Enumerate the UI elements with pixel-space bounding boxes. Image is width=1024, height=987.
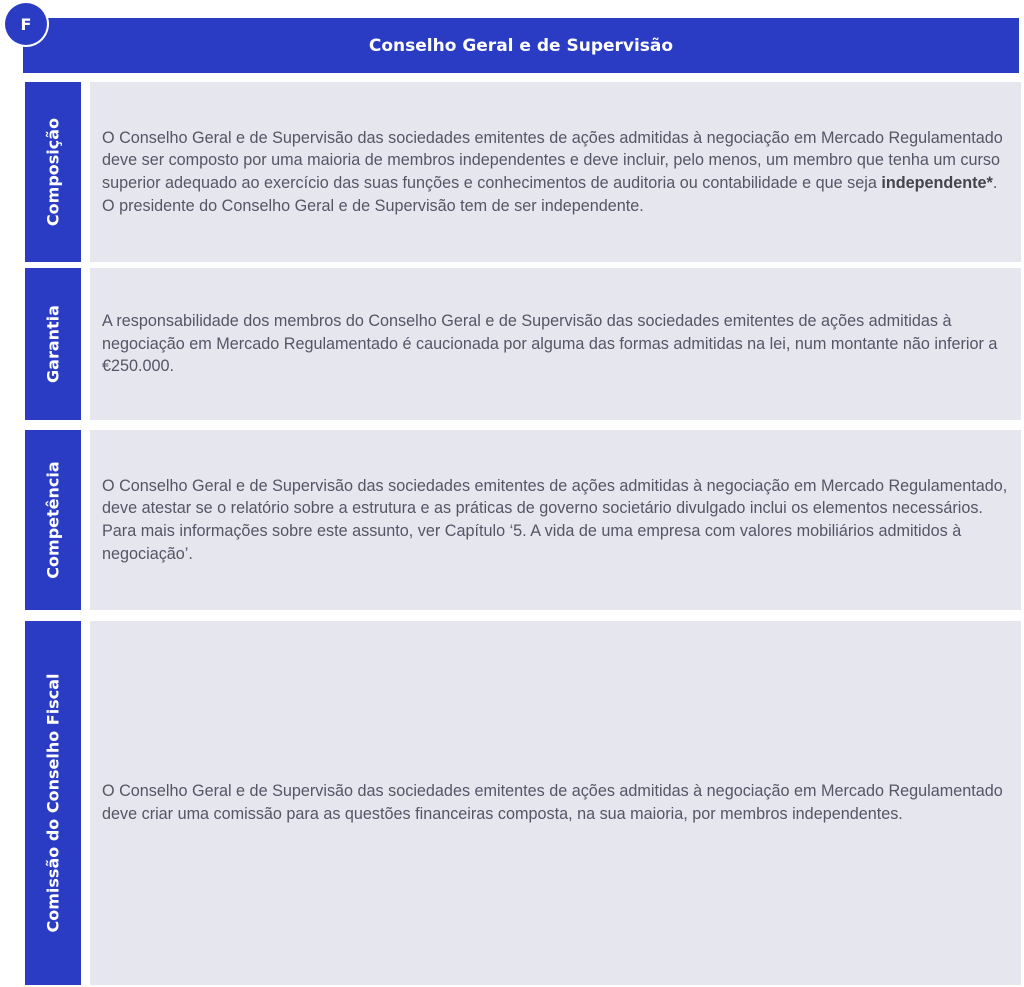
- row-text-garantia: A responsabilidade dos membros do Conselho Geral e de Supervisão das sociedades emitentes de ações admitidas à negociação em Mercado Regulamentado é caucionada por alguma das formas admitidas na lei, num montante não inferior a €250.000.: [102, 312, 998, 376]
- row-text-composicao: [102, 127, 1013, 217]
- page-title: Conselho Geral e de Supervisão: [23, 18, 1019, 73]
- row-body-garantia: [90, 268, 1021, 420]
- row-label-composicao: Composição: [43, 117, 63, 227]
- row-text-comissao-conselho-fiscal: O Conselho Geral e de Supervisão das sociedades emitentes de ações admitidas à negociação em Mercado Regulamentado deve criar uma comissão para as questões financeiras composta, na sua maioria, por membros independentes.: [102, 782, 1003, 823]
- row-label-box: [25, 621, 81, 985]
- row-composicao: [25, 82, 1021, 262]
- row-text-competencia: O Conselho Geral e de Supervisão das sociedades emitentes de ações admitidas à negociação em Mercado Regulamentado, deve atestar se o relatório sobre a estrutura e as práticas de governo societário divulgado inclui os elementos necessários. Para mais informações sobre este assunto, ver Capítulo ‘5. A vida de uma empresa com valores mobiliários admitidos à negociação’.: [102, 476, 1008, 563]
- bold-term-independente: independente*: [881, 174, 993, 192]
- row-body-comissao-conselho-fiscal: [90, 621, 1021, 985]
- row-label-box: [25, 268, 81, 420]
- row-label-box: [25, 430, 81, 610]
- row-label-garantia: Garantia: [43, 305, 63, 383]
- row-competencia: [25, 430, 1021, 610]
- row-comissao-conselho-fiscal: [25, 621, 1021, 985]
- row-label-comissao-conselho-fiscal: Comissão do Conselho Fiscal: [43, 673, 63, 933]
- row-body-composicao: [90, 82, 1021, 262]
- text-part: O Conselho Geral e de Supervisão das sociedades emitentes de ações admitidas à negociação em Mercado Regulamentado deve ser composto por uma maioria de membros independentes e deve incluir, pelo menos, um membro que tenha um curso superior adequado ao exercício das suas funções e conhecimentos de auditoria ou contabilidade e que seja: [102, 128, 1003, 192]
- text-part: . O presidente do Conselho Geral e de Supervisão tem de ser independente.: [102, 174, 998, 215]
- section-badge: F: [5, 3, 47, 45]
- row-label-box: [25, 82, 81, 262]
- row-label-competencia: Competência: [43, 461, 63, 579]
- row-garantia: [25, 268, 1021, 420]
- row-body-competencia: [90, 430, 1021, 610]
